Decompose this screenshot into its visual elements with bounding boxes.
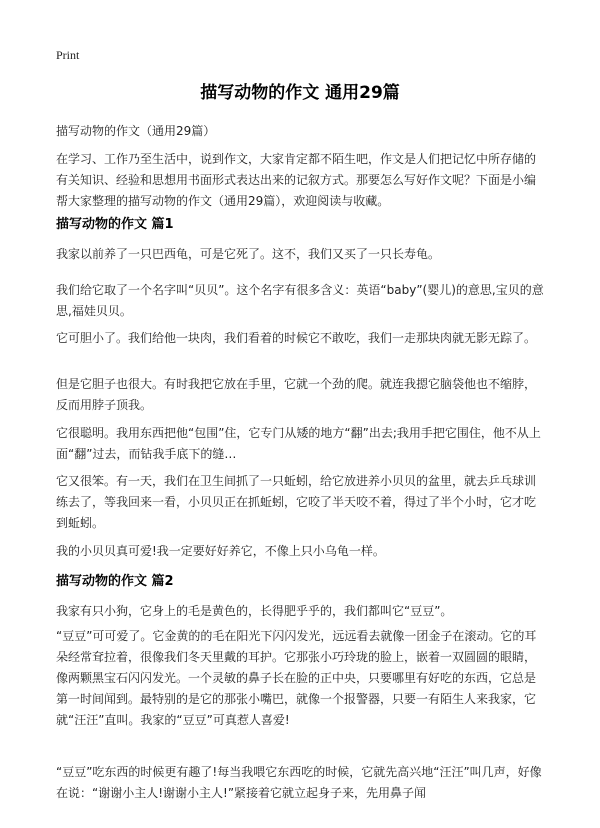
section-2-paragraph: 我家有只小狗，它身上的毛是黄色的，长得肥乎乎的，我们都叫它“豆豆”。 — [56, 604, 453, 618]
section-2-heading: 描写动物的作文 篇2 — [56, 574, 174, 589]
section-1-paragraph: 我家以前养了一只巴西龟，可是它死了。这不，我们又买了一只长寿龟。 — [56, 247, 441, 261]
print-link[interactable]: Print — [56, 48, 80, 62]
intro-paragraph: 在学习、工作乃至生活中，说到作文，大家肯定都不陌生吧，作文是人们把记忆中所存储的有关知识、经验和思想用书面形式表达出来的记叙方式。那要怎么写好作文呢？下面是小编帮大家整理的描写动物的作文（通用29篇），欢迎阅读与收藏。 — [56, 152, 537, 208]
section-2-paragraph: “豆豆”可可爱了。它金黄的的毛在阳光下闪闪发光，远远看去就像一团金子在滚动。它的耳朵经常耷拉着，很像我们冬天里戴的耳护。它那张小巧玲珑的脸上，嵌着一双圆圆的眼睛，像两颗黑宝石闪闪发光。一个灵敏的鼻子长在脸的正中央，只要哪里有好吃的东西，它总是第一时间闻到。最特别的是它的那张小嘴巴，就像一个报警器，只要一有陌生人来我家，它就“汪汪”直叫。我家的“豆豆”可真惹人喜爱! — [56, 629, 537, 727]
section-1-paragraph: 它又很笨。有一天，我们在卫生间抓了一只蚯蚓，给它放进养小贝贝的盆里，就去乒乓球训练去了，等我回来一看，小贝贝正在抓蚯蚓，它咬了半天咬不着，得过了半个小时，它才吃到蚯蚓。 — [56, 474, 537, 530]
page-title: 描写动物的作文 通用29篇 — [200, 83, 400, 103]
section-1-paragraph: 但是它胆子也很大。有时我把它放在手里，它就一个劲的爬。就连我摁它脑袋他也不缩脖，反而用脖子顶我。 — [56, 377, 537, 412]
section-1-heading: 描写动物的作文 篇1 — [56, 217, 174, 232]
section-1-paragraph: 我的小贝贝真可爱!我一定要好好养它，不像上只小乌龟一样。 — [56, 544, 385, 558]
section-1-paragraph: 它可胆小了。我们给他一块肉，我们看着的时候它不敢吃，我们一走那块肉就无影无踪了。 — [56, 331, 537, 345]
section-1-paragraph: 我们给它取了一个名字叫“贝贝”。这个名字有很多含义：英语“baby”(婴儿)的意思,宝贝的意思,福娃贝贝。 — [56, 283, 544, 318]
section-1-paragraph: 它很聪明。我用东西把他“包围”住，它专门从矮的地方“翻”出去;我用手把它围住，他不从上面“翻”过去，而钻我手底下的缝… — [56, 426, 541, 461]
subtitle: 描写动物的作文（通用29篇） — [56, 124, 216, 138]
section-2-paragraph: “豆豆”吃东西的时候更有趣了!每当我喂它东西吃的时候，它就先高兴地“汪汪”叫几声，好像在说：“谢谢小主人!谢谢小主人!”紧接着它就立起身子来，先用鼻子闻 — [56, 765, 542, 800]
